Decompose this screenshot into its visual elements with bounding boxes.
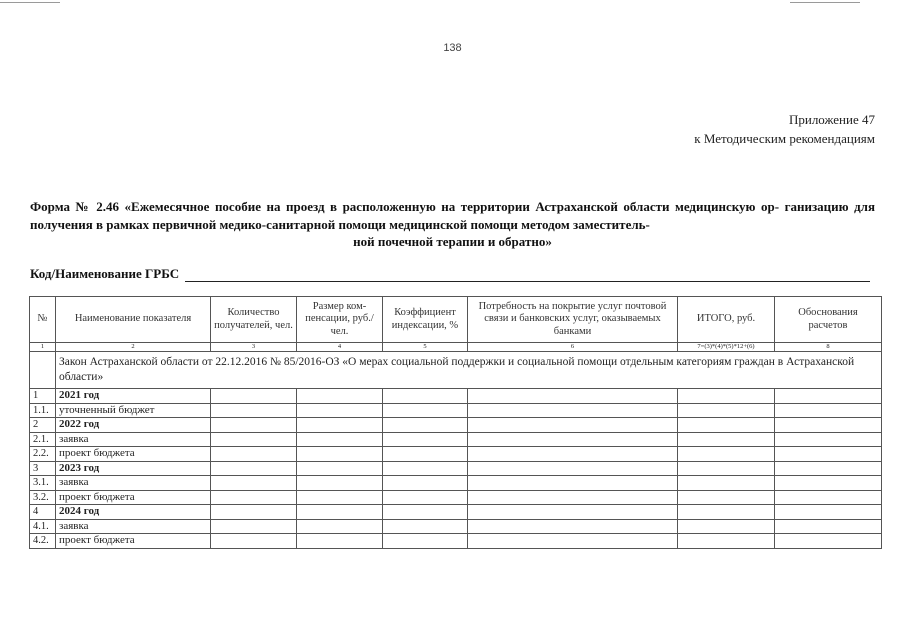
appendix-line-1: Приложение 47 (788, 112, 875, 127)
empty-value-cell (297, 490, 383, 505)
table-row (30, 534, 882, 549)
row-label-cell: заявка (56, 432, 211, 447)
empty-value-cell (297, 389, 383, 404)
column-number-cell: 3 (211, 343, 297, 352)
empty-value-cell (678, 534, 775, 549)
row-number-cell: 4.1. (30, 519, 56, 534)
empty-value-cell (211, 432, 297, 447)
empty-value-cell (775, 461, 882, 476)
empty-value-cell (678, 418, 775, 433)
table-row (30, 490, 882, 505)
empty-value-cell (383, 534, 468, 549)
row-label-cell: уточненный бюджет (56, 403, 211, 418)
empty-value-cell (468, 505, 678, 520)
empty-value-cell (775, 447, 882, 462)
table-row (30, 432, 882, 447)
row-label-cell: 2023 год (56, 461, 211, 476)
column-number-cell: 7=(3)*(4)*(5)*12+(6) (678, 343, 775, 352)
empty-value-cell (678, 389, 775, 404)
empty-value-cell (383, 432, 468, 447)
empty-value-cell (468, 534, 678, 549)
empty-value-cell (678, 447, 775, 462)
empty-value-cell (678, 461, 775, 476)
row-number-cell: 4 (30, 505, 56, 520)
column-header: Наименование показателя (56, 297, 211, 343)
table-row (30, 505, 882, 520)
empty-value-cell (678, 432, 775, 447)
column-number-cell: 5 (383, 343, 468, 352)
column-header: Коэффициент индексации, % (383, 297, 468, 343)
row-label-cell: 2024 год (56, 505, 211, 520)
row-number-cell: 2.2. (30, 447, 56, 462)
empty-value-cell (468, 461, 678, 476)
empty-value-cell (775, 534, 882, 549)
scan-edge-line-top-right (790, 2, 860, 3)
column-number-cell: 6 (468, 343, 678, 352)
column-number-cell: 2 (56, 343, 211, 352)
empty-value-cell (468, 403, 678, 418)
table-row (30, 476, 882, 491)
empty-value-cell (775, 389, 882, 404)
grbs-label: Код/Наименование ГРБС (30, 266, 180, 281)
empty-value-cell (468, 432, 678, 447)
form-title (30, 198, 875, 251)
empty-value-cell (211, 403, 297, 418)
empty-value-cell (468, 389, 678, 404)
empty-value-cell (211, 418, 297, 433)
row-label-cell: проект бюджета (56, 490, 211, 505)
empty-value-cell (211, 389, 297, 404)
table-row (30, 461, 882, 476)
column-header: ИТОГО, руб. (678, 297, 775, 343)
empty-value-cell (383, 519, 468, 534)
empty-value-cell (775, 476, 882, 491)
empty-value-cell (297, 534, 383, 549)
empty-value-cell (678, 476, 775, 491)
column-header: Количество получателей, чел. (211, 297, 297, 343)
empty-value-cell (775, 519, 882, 534)
column-header: Потребность на покрытие услуг почтовой связи и банковских услуг, оказываемых банками (468, 297, 678, 343)
row-number-cell: 1 (30, 389, 56, 404)
row-label-cell: 2022 год (56, 418, 211, 433)
form-title-line-3: ной почечной терапии и обратно» (353, 234, 552, 249)
row-label-cell: проект бюджета (56, 447, 211, 462)
row-label-cell: 2021 год (56, 389, 211, 404)
empty-value-cell (678, 490, 775, 505)
table-row (30, 418, 882, 433)
law-row (30, 352, 882, 389)
column-numbers-row (30, 343, 882, 352)
appendix-note (694, 110, 875, 148)
empty-value-cell (383, 461, 468, 476)
empty-value-cell (678, 403, 775, 418)
row-number-cell: 3 (30, 461, 56, 476)
row-label-cell: проект бюджета (56, 534, 211, 549)
empty-value-cell (211, 519, 297, 534)
empty-value-cell (297, 447, 383, 462)
empty-value-cell (678, 519, 775, 534)
empty-value-cell (211, 461, 297, 476)
empty-value-cell (383, 403, 468, 418)
empty-value-cell (297, 461, 383, 476)
empty-value-cell (297, 476, 383, 491)
column-header: Размер ком-пенсации, руб./чел. (297, 297, 383, 343)
empty-value-cell (297, 519, 383, 534)
empty-value-cell (775, 418, 882, 433)
row-number-cell: 1.1. (30, 403, 56, 418)
grbs-fill-line (185, 268, 870, 282)
row-label-cell: заявка (56, 476, 211, 491)
row-number-cell: 4.2. (30, 534, 56, 549)
empty-value-cell (383, 505, 468, 520)
table-row (30, 389, 882, 404)
empty-value-cell (678, 505, 775, 520)
empty-value-cell (297, 505, 383, 520)
empty-value-cell (775, 403, 882, 418)
empty-value-cell (297, 403, 383, 418)
empty-value-cell (211, 476, 297, 491)
column-header: Обоснования расчетов (775, 297, 882, 343)
table-header-row (30, 297, 882, 343)
empty-value-cell (383, 447, 468, 462)
table-row (30, 403, 882, 418)
empty-value-cell (211, 490, 297, 505)
empty-value-cell (383, 389, 468, 404)
empty-value-cell (775, 432, 882, 447)
scan-edge-line-top (0, 2, 60, 3)
table-row (30, 447, 882, 462)
row-number-cell: 3.1. (30, 476, 56, 491)
column-number-cell: 4 (297, 343, 383, 352)
empty-value-cell (383, 418, 468, 433)
empty-value-cell (775, 505, 882, 520)
empty-value-cell (297, 432, 383, 447)
empty-value-cell (383, 476, 468, 491)
appendix-line-2: к Методическим рекомендациям (694, 131, 875, 146)
empty-value-cell (468, 418, 678, 433)
empty-value-cell (211, 534, 297, 549)
empty-value-cell (297, 418, 383, 433)
empty-value-cell (468, 490, 678, 505)
grbs-field (30, 266, 870, 282)
empty-value-cell (211, 447, 297, 462)
form-title-line-2: ганизацию для получения в рамках первичной медико-санитарной помощи медицинской помощи методом заместитель- (30, 199, 875, 232)
empty-value-cell (383, 490, 468, 505)
row-label-cell: заявка (56, 519, 211, 534)
law-text: Закон Астраханской области от 22.12.2016 № 85/2016-ОЗ «О мерах социальной поддержки и социальной помощи отдельным категориям граждан в Астраханской области» (56, 352, 882, 389)
row-number-cell: 2 (30, 418, 56, 433)
empty-value-cell (468, 519, 678, 534)
page-number: 138 (443, 42, 462, 54)
calculation-table (29, 296, 882, 549)
table-row (30, 519, 882, 534)
law-no-cell (30, 352, 56, 389)
column-number-cell: 1 (30, 343, 56, 352)
column-number-cell: 8 (775, 343, 882, 352)
row-number-cell: 3.2. (30, 490, 56, 505)
row-number-cell: 2.1. (30, 432, 56, 447)
empty-value-cell (775, 490, 882, 505)
empty-value-cell (211, 505, 297, 520)
empty-value-cell (468, 447, 678, 462)
empty-value-cell (468, 476, 678, 491)
column-header: № (30, 297, 56, 343)
form-title-line-1: Форма № 2.46 «Ежемесячное пособие на проезд в расположенную на территории Астраханской области медицинскую ор- (30, 199, 780, 214)
